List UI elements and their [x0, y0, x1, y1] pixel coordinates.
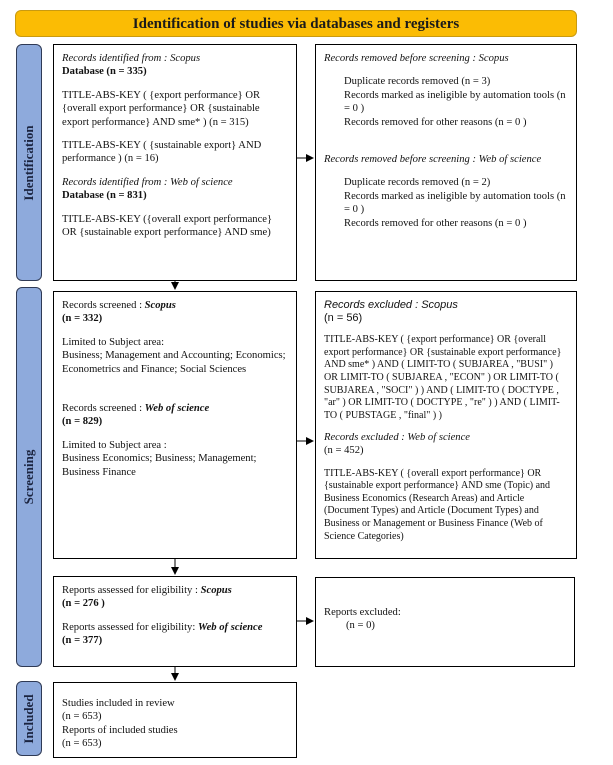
identification-banner: Identification of studies via databases and registers [15, 10, 577, 37]
scopus-query-2: TITLE-ABS-KEY ( {sustainable export} AND performance ) (n = 16) [62, 140, 262, 165]
scopus-identified-label: Records identified from : Scopus [62, 53, 201, 64]
wos-identified-label: Records identified from : Web of science [62, 176, 233, 188]
studies-included-count: (n = 653) [62, 711, 102, 723]
reports-included-label: Reports of included studies [62, 724, 178, 736]
studies-included-label: Studies included in review [62, 698, 175, 709]
scopus-identified-count: Database (n = 335) [62, 66, 147, 78]
scopus-query-1: TITLE-ABS-KEY ( {export performance} OR {overall export performance} OR {sustainable export performance} AND sme* ) (n = 315) [62, 89, 261, 128]
scopus-screened-count: (n = 332) [62, 313, 103, 325]
scopus-excluded-query: TITLE-ABS-KEY ( {export performance} OR {overall export performance} OR {sustainable export performance} AND sme* ) AND ( LIMIT-TO ( SUBJAREA , "BUSI" ) OR LIMIT-TO ( SUBJAREA , "ECON" ) OR LIMIT-TO ( SUBJAREA , "SOCI" ) ) AND ( LIMIT-TO ( DOCTYPE , "ar" ) OR LIMIT-TO ( DOCTYPE , "re" ) ) AND ( LIMIT-TO ( PUBSTAGE , "final" ) ) [324, 334, 562, 421]
wos-excluded-label: Records excluded : Web of science [324, 432, 470, 444]
wos-identified-count: Database (n = 831) [62, 190, 147, 202]
scopus-assessed-source: Scopus [200, 585, 232, 596]
scopus-limit-label: Limited to Subject area: [62, 336, 165, 348]
scopus-screened-source: Scopus [144, 300, 176, 311]
wos-screened-count: (n = 829) [62, 416, 103, 428]
scopus-excluded-count: (n = 56) [324, 311, 363, 324]
wos-ineligible: Records marked as ineligible by automation tools (n = 0 ) [344, 190, 566, 216]
scopus-removed-label: Records removed before screening : Scopus [324, 53, 509, 64]
reports-excluded-label: Reports excluded: [324, 607, 401, 618]
wos-other-reasons: Records removed for other reasons (n = 0 ) [344, 217, 527, 229]
scopus-screened-prefix: Records screened : [62, 300, 145, 311]
wos-assessed-count: (n = 377) [62, 635, 103, 647]
scopus-other-reasons: Records removed for other reasons (n = 0 ) [344, 116, 527, 128]
scopus-limit-value: Business; Management and Accounting; Economics; Econometrics and Finance; Social Sciences [62, 350, 286, 375]
wos-excluded-query: TITLE-ABS-KEY ( {overall export performance} OR {sustainable export performance} AND sme (Topic) and Business Economics (Research Areas) and Article (Document Types) and Article (Document Types) and Business or Management or Business Finance (Web of Science Categories) [324, 467, 551, 542]
wos-query: TITLE-ABS-KEY ({overall export performance} OR {sustainable export performance} AND sme) [62, 213, 273, 239]
wos-screened-prefix: Records screened : [62, 403, 145, 415]
scopus-duplicates: Duplicate records removed (n = 3) [344, 76, 491, 88]
scopus-assessed-prefix: Reports assessed for eligibility : [62, 585, 201, 596]
phase-identification-label: Identification [21, 124, 36, 201]
scopus-assessed-count: (n = 276 ) [62, 598, 105, 610]
wos-screened-source: Web of science [144, 403, 210, 415]
wos-duplicates: Duplicate records removed (n = 2) [344, 177, 491, 189]
wos-removed-label: Records removed before screening : Web of science [324, 154, 542, 166]
wos-excluded-count: (n = 452) [324, 444, 364, 456]
wos-assessed-prefix: Reports assessed for eligibility: [62, 621, 198, 633]
reports-included-count: (n = 653) [62, 738, 102, 750]
wos-limit-label: Limited to Subject area : [62, 439, 167, 451]
wos-assessed-source: Web of science [197, 621, 263, 633]
reports-excluded-count: (n = 0) [346, 620, 375, 632]
phase-included-label: Included [21, 693, 36, 744]
scopus-excluded-label: Records excluded : Scopus [324, 299, 458, 311]
scopus-ineligible: Records marked as ineligible by automation tools (n = 0 ) [344, 89, 566, 115]
phase-screening-label: Screening [21, 449, 36, 505]
wos-limit-value: Business Economics; Business; Management; Business Finance [62, 453, 257, 478]
